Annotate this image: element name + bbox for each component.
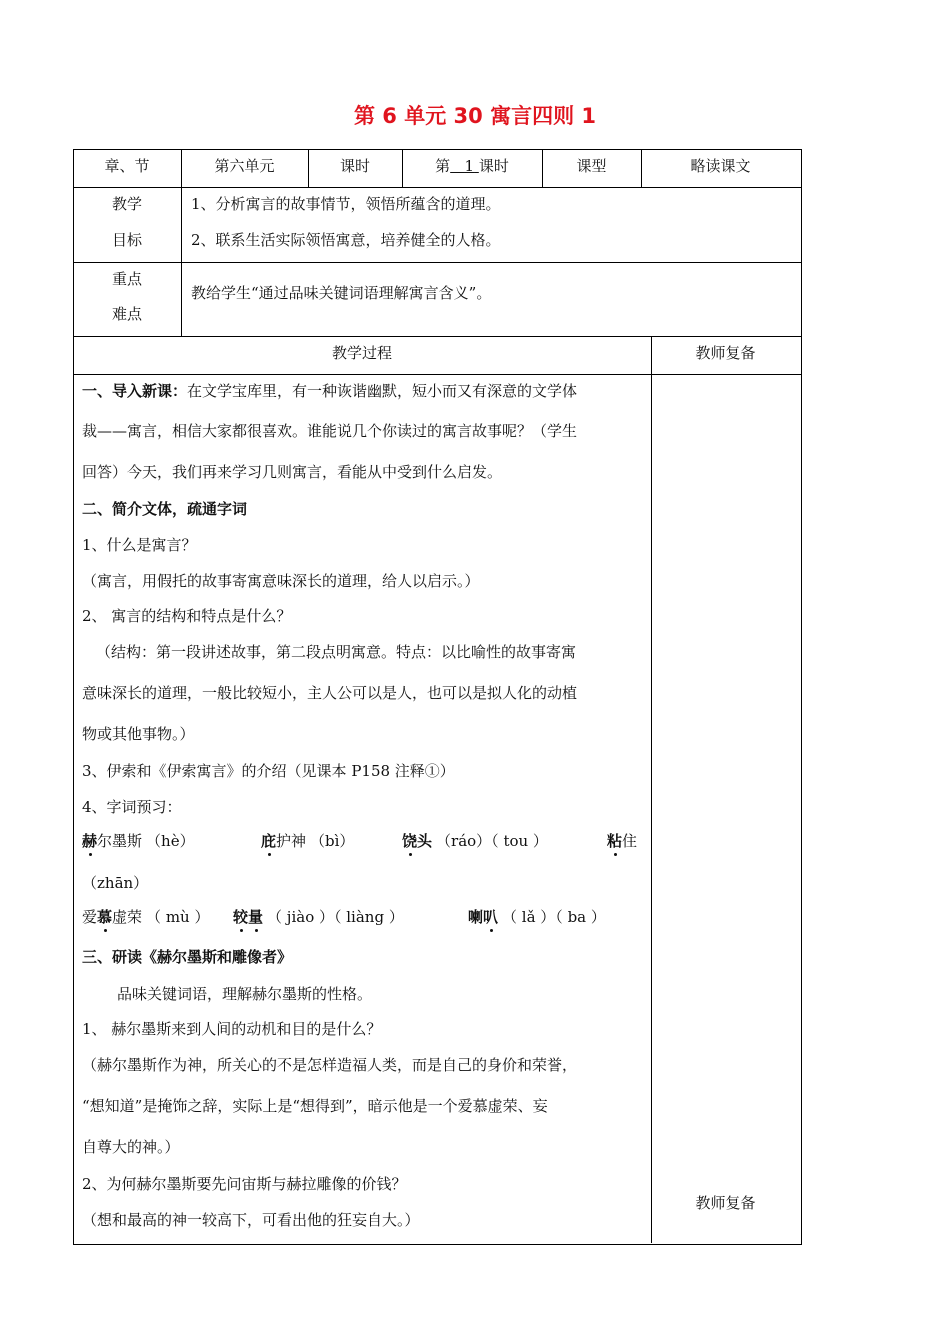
column-divider bbox=[181, 149, 182, 336]
section-3-heading: 三、研读《赫尔墨斯和雕像者》 bbox=[82, 948, 293, 966]
row-divider bbox=[73, 336, 801, 337]
period-label: 课时 bbox=[339, 157, 370, 175]
question-2: 2、 寓言的结构和特点是什么？ bbox=[82, 607, 292, 625]
vocab-word-hermes bbox=[82, 830, 195, 851]
vocab-char: 较 bbox=[233, 908, 249, 926]
vocab-rest: 尔墨斯 bbox=[97, 832, 143, 850]
vocab-pinyin: （ jiào ）（ liàng ） bbox=[267, 908, 404, 926]
period-number bbox=[450, 157, 479, 175]
answer-1: （寓言，用假托的故事寄寓意味深长的道理，给人以启示。） bbox=[82, 572, 480, 590]
section-3-question-1: 1、 赫尔墨斯来到人间的动机和目的是什么？ bbox=[82, 1020, 382, 1038]
column-divider bbox=[651, 336, 652, 1243]
objectives-label-line2: 目标 bbox=[111, 231, 142, 249]
vocab-pinyin: （ mù ） bbox=[146, 908, 210, 926]
vocab-word-laba bbox=[468, 906, 606, 927]
vocab-char: 饶 bbox=[402, 832, 418, 850]
row-divider bbox=[73, 262, 801, 263]
section-3-answer-1-line1: （赫尔墨斯作为神，所关心的不是怎样造福人类，而是自己的身价和荣誉， bbox=[82, 1056, 578, 1074]
row-divider bbox=[73, 374, 801, 375]
intro-paragraph-line3: 回答）今天，我们再来学习几则寓言，看能从中受到什么启发。 bbox=[82, 463, 503, 481]
section-3-intro: 品味关键词语，理解赫尔墨斯的性格。 bbox=[117, 985, 373, 1003]
section-3-answer-2: （想和最高的神一较高下，可看出他的狂妄自大。） bbox=[82, 1211, 420, 1229]
vocab-rest: 爱 bbox=[82, 908, 98, 926]
section-3-answer-1-line3: 自尊大的神。） bbox=[82, 1138, 180, 1156]
lesson-type-label: 课型 bbox=[576, 157, 607, 175]
vocab-char: 叭 bbox=[483, 908, 499, 926]
period-prefix: 第 bbox=[435, 157, 451, 175]
vocab-char: 量 bbox=[248, 908, 264, 926]
question-4: 4、字词预习： bbox=[82, 798, 182, 816]
vocab-char: 庇 bbox=[261, 832, 277, 850]
objective-item-1: 1、分析寓言的故事情节，领悟所蕴含的道理。 bbox=[191, 195, 501, 213]
question-1: 1、什么是寓言？ bbox=[82, 536, 197, 554]
teacher-review-footer: 教师复备 bbox=[695, 1194, 756, 1212]
teacher-review-header: 教师复备 bbox=[695, 344, 756, 362]
period-number-text: 1 bbox=[464, 157, 475, 175]
vocab-pinyin-zhan: （zhān） bbox=[82, 874, 149, 892]
chapter-label: 章、节 bbox=[104, 157, 150, 175]
vocab-char: 喇 bbox=[468, 908, 484, 926]
vocab-rest: 头 bbox=[417, 832, 433, 850]
answer-2-line2: 意味深长的道理，一般比较短小，主人公可以是人，也可以是拟人化的动植 bbox=[82, 684, 578, 702]
lesson-type-value: 略读课文 bbox=[690, 157, 751, 175]
section-2-heading: 二、简介文体，疏通字词 bbox=[82, 500, 248, 518]
chapter-value: 第六单元 bbox=[214, 157, 275, 175]
period-suffix: 课时 bbox=[478, 157, 509, 175]
vocab-rest: 虚荣 bbox=[112, 908, 143, 926]
intro-text: 在文学宝库里，有一种诙谐幽默，短小而又有深意的文学体 bbox=[187, 382, 578, 400]
section-3-question-2: 2、为何赫尔墨斯要先问宙斯与赫拉雕像的价钱？ bbox=[82, 1175, 407, 1193]
vocab-char: 粘 bbox=[607, 832, 623, 850]
intro-paragraph-line1 bbox=[82, 380, 577, 401]
vocab-pinyin: （ráo）（ tou ） bbox=[436, 832, 548, 850]
vocab-char: 慕 bbox=[97, 908, 113, 926]
keypoints-label-line2: 难点 bbox=[111, 305, 142, 323]
vocab-word-aimu bbox=[82, 906, 209, 927]
vocab-rest: 护神 bbox=[276, 832, 307, 850]
period-value bbox=[402, 155, 542, 176]
vocab-pinyin: （hè） bbox=[146, 832, 195, 850]
objective-item-2: 2、联系生活实际领悟寓意，培养健全的人格。 bbox=[191, 231, 501, 249]
vocab-word-zhanzhu bbox=[607, 830, 637, 851]
vocab-rest: 住 bbox=[622, 832, 638, 850]
vocab-char: 赫 bbox=[82, 832, 98, 850]
vocab-word-raotou bbox=[402, 830, 548, 851]
answer-2-line1: （结构：第一段讲述故事，第二段点明寓意。特点：以比喻性的故事寄寓 bbox=[96, 643, 577, 661]
keypoints-text: 教给学生“通过品味关键词语理解寓言含义”。 bbox=[191, 284, 492, 302]
vocab-word-jiaoliang bbox=[233, 906, 404, 927]
section-1-heading: 一、导入新课： bbox=[82, 382, 188, 400]
section-3-answer-1-line2: “想知道”是掩饰之辞，实际上是“想得到”，暗示他是一个爱慕虚荣、妄 bbox=[82, 1097, 548, 1115]
row-divider bbox=[73, 187, 801, 188]
vocab-pinyin: （bì） bbox=[310, 832, 355, 850]
page-title: 第 6 单元 30 寓言四则 1 bbox=[353, 104, 596, 128]
objectives-label-line1: 教学 bbox=[111, 195, 142, 213]
process-header: 教学过程 bbox=[331, 344, 392, 362]
intro-paragraph-line2: 裁——寓言，相信大家都很喜欢。谁能说几个你读过的寓言故事呢？（学生 bbox=[82, 422, 578, 440]
question-3: 3、伊索和《伊索寓言》的介绍（见课本 P158 注释①） bbox=[82, 762, 455, 780]
keypoints-label-line1: 重点 bbox=[111, 270, 142, 288]
answer-2-line3: 物或其他事物。） bbox=[82, 725, 195, 743]
vocab-word-protector bbox=[261, 830, 354, 851]
vocab-pinyin: （ lǎ ）（ ba ） bbox=[502, 908, 606, 926]
